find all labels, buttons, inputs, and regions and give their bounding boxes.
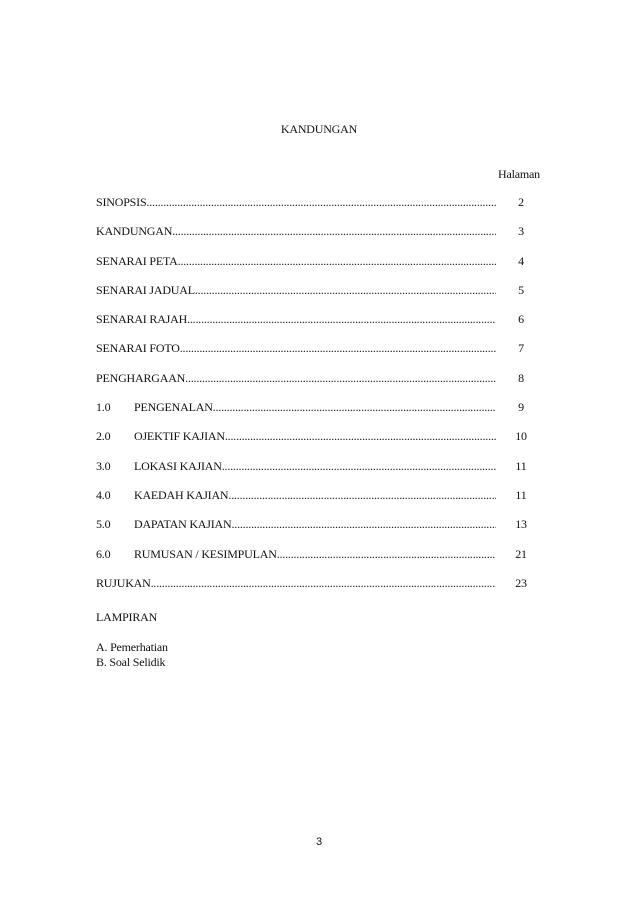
toc-section-number: 5.0 — [96, 517, 111, 532]
toc-row — [96, 517, 536, 546]
toc-section-number: 6.0 — [96, 546, 111, 561]
toc-page-number: 4 — [518, 253, 524, 268]
table-of-contents — [96, 195, 536, 605]
toc-page-number: 7 — [518, 341, 524, 356]
page-column-header: Halaman — [498, 167, 540, 181]
toc-row — [96, 488, 536, 517]
toc-leader-dots — [146, 195, 496, 210]
lampiran-heading: LAMPIRAN — [96, 610, 158, 624]
toc-page-number: 23 — [515, 575, 527, 590]
toc-row — [96, 371, 536, 400]
toc-leader-dots — [222, 459, 496, 474]
toc-section-number: 2.0 — [96, 429, 111, 444]
toc-label: RUMUSAN / KESIMPULAN — [134, 546, 277, 561]
toc-row — [96, 195, 536, 224]
toc-page-number: 5 — [518, 282, 524, 297]
toc-row — [96, 429, 536, 458]
toc-row — [96, 400, 536, 429]
toc-page-number: 13 — [515, 517, 527, 532]
toc-label: OJEKTIF KAJIAN — [134, 429, 225, 444]
page-number: 3 — [316, 836, 322, 848]
toc-label: LOKASI KAJIAN — [134, 458, 222, 473]
toc-label: KAEDAH KAJIAN — [134, 487, 229, 502]
toc-label: SINOPSIS — [96, 195, 147, 209]
attachment-list — [96, 640, 168, 670]
toc-leader-dots — [231, 517, 496, 532]
toc-label: RUJUKAN — [96, 575, 151, 590]
toc-label: KANDUNGAN — [96, 224, 173, 239]
toc-leader-dots — [213, 400, 496, 415]
toc-page-number: 2 — [518, 195, 524, 209]
toc-label: PENGHARGAAN — [96, 370, 186, 385]
attachment-item: B. Soal Selidik — [96, 655, 166, 669]
toc-page-number: 3 — [518, 224, 524, 239]
toc-row — [96, 341, 536, 370]
toc-row — [96, 254, 536, 283]
toc-row — [96, 283, 536, 312]
toc-leader-dots — [185, 371, 496, 386]
toc-label: PENGENALAN — [134, 400, 213, 415]
attachment-item: A. Pemerhatian — [96, 640, 168, 654]
toc-row — [96, 312, 536, 341]
toc-row — [96, 576, 536, 605]
toc-section-number: 4.0 — [96, 487, 111, 502]
toc-page-number: 6 — [518, 312, 524, 327]
toc-leader-dots — [277, 547, 496, 562]
toc-leader-dots — [228, 488, 496, 503]
toc-label: SENARAI RAJAH — [96, 312, 188, 327]
toc-section-number: 1.0 — [96, 400, 111, 415]
toc-label: SENARAI FOTO — [96, 341, 180, 356]
toc-section-number: 3.0 — [96, 458, 111, 473]
toc-page-number: 10 — [515, 429, 527, 444]
toc-row — [96, 459, 536, 488]
toc-leader-dots — [225, 429, 496, 444]
toc-page-number: 9 — [518, 400, 524, 415]
toc-page-number: 8 — [518, 370, 524, 385]
toc-leader-dots — [151, 576, 496, 591]
toc-page-number: 11 — [515, 487, 527, 502]
toc-leader-dots — [180, 341, 496, 356]
toc-row — [96, 224, 536, 253]
toc-page-number: 11 — [515, 458, 527, 473]
toc-page-number: 21 — [515, 546, 527, 561]
toc-leader-dots — [195, 283, 496, 298]
toc-row — [96, 547, 536, 576]
toc-label: DAPATAN KAJIAN — [134, 517, 232, 532]
page-title: KANDUNGAN — [280, 122, 358, 136]
toc-leader-dots — [178, 254, 496, 269]
toc-leader-dots — [187, 312, 496, 327]
toc-label: SENARAI JADUAL — [96, 282, 195, 297]
toc-leader-dots — [172, 224, 496, 239]
toc-label: SENARAI PETA — [96, 253, 178, 268]
